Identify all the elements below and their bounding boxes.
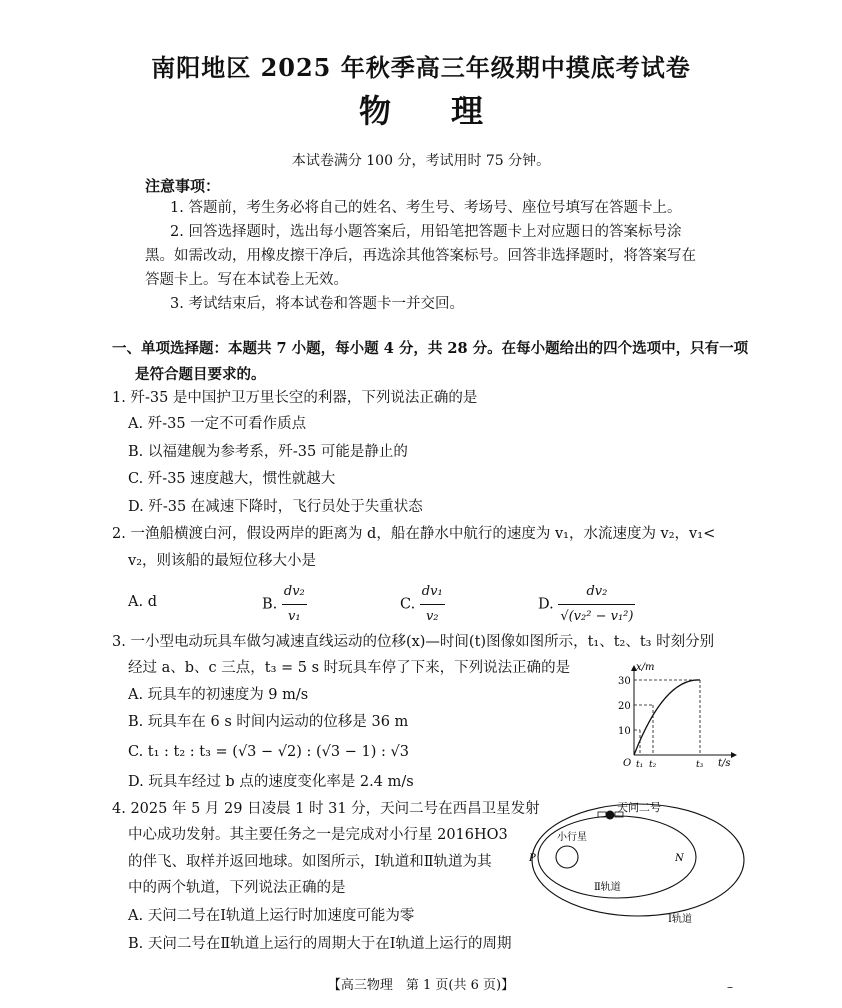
section-heading-line-2: 是符合题目要求的。 <box>135 366 266 383</box>
q4-option-b: B. 天问二号在Ⅱ轨道上运行的周期大于在Ⅰ轨道上运行的周期 <box>128 936 512 952</box>
note-line-2: 2. 回答选择题时，选出每小题答案后，用铅笔把答题卡上对应题日的答案标号涂 <box>170 224 682 240</box>
subject-title: 物理 <box>358 92 543 130</box>
q1-option-d: D. 歼-35 在减速下降时，飞行员处于失重状态 <box>128 499 423 515</box>
q2-option-a: A. d <box>128 594 157 610</box>
x-tick-t2: t₂ <box>649 760 657 770</box>
q4-option-a: A. 天问二号在Ⅰ轨道上运行时加速度可能为零 <box>128 908 415 924</box>
asteroid-label: 小行星 <box>557 832 587 843</box>
q2-option-c-numerator: dv₁ <box>420 580 445 605</box>
q4-stem-line-1: 4. 2025 年 5 月 29 日凌晨 1 时 31 分，天问二号在西昌卫星发射 <box>112 801 540 817</box>
q3-xt-graph <box>606 660 746 772</box>
q3-stem-line-1: 3. 一小型电动玩具车做匀减速直线运动的位移(x)—时间(t)图像如图所示，t₁、t₂、t₃ 时刻分别 <box>112 634 715 650</box>
q3-stem-line-2: 经过 a、b、c 三点，t₃ = 5 s 时玩具车停了下来，下列说法正确的是 <box>128 660 571 676</box>
q2-stem-line-2: v₂，则该船的最短位移大小是 <box>128 553 317 569</box>
q2-option-c-denominator: v₂ <box>425 609 439 624</box>
note-line-4: 答题卡上。写在本试卷上无效。 <box>145 272 348 288</box>
q1-option-c: C. 歼-35 速度越大，惯性就越大 <box>128 471 336 487</box>
page-mark: – <box>727 980 733 994</box>
page-footer: 【高三物理 第 1 页(共 6 页)】 <box>327 978 515 993</box>
x-tick-t1: t₁ <box>636 760 644 770</box>
section-heading-line-1: 一、单项选择题：本题共 7 小题，每小题 4 分，共 28 分。在每小题给出的四个选项中，只有一项 <box>112 340 749 357</box>
y-axis-label: x/m <box>636 662 655 673</box>
q4-stem-line-3: 的伴飞、取样并返回地球。如图所示，Ⅰ轨道和Ⅱ轨道为其 <box>128 854 492 870</box>
q2-option-d-denominator: √(v₂² − v₁²) <box>560 609 634 624</box>
y-tick-10: 10 <box>618 726 631 737</box>
probe-body <box>606 811 615 820</box>
q2-option-c-label: C. <box>400 596 416 613</box>
q4-stem-line-4: 中的两个轨道，下列说法正确的是 <box>128 880 346 896</box>
q4-orbit-diagram <box>528 798 748 926</box>
q2-option-d <box>538 580 635 629</box>
q1-option-b: B. 以福建舰为参考系，歼-35 可能是静止的 <box>128 444 408 460</box>
origin-label: O <box>623 758 632 769</box>
orbit-1-label: Ⅰ轨道 <box>668 914 692 925</box>
xt-curve <box>634 680 700 755</box>
q3-option-b: B. 玩具车在 6 s 时间内运动的位移是 36 m <box>128 714 409 730</box>
probe-label: 天问二号 <box>617 801 661 814</box>
y-tick-20: 20 <box>618 701 631 712</box>
point-p-label: P <box>529 853 536 864</box>
y-tick-30: 30 <box>618 676 631 687</box>
q4-stem-line-2: 中心成功发射。其主要任务之一是完成对小行星 2016HO3 <box>128 827 508 843</box>
exam-title: 南阳地区 2025 年秋季高三年级期中摸底考试卷 <box>151 53 691 82</box>
note-line-1: 1. 答题前，考生务必将自己的姓名、考生号、考场号、座位号填写在答题卡上。 <box>170 200 682 216</box>
exam-info: 本试卷满分 100 分，考试用时 75 分钟。 <box>291 153 551 169</box>
q2-option-b-numerator: dv₂ <box>282 580 307 605</box>
q3-option-c: C. t₁ : t₂ : t₃ = (√3 − √2) : (√3 − 1) : √3 <box>128 744 409 760</box>
x-tick-t3: t₃ <box>696 760 704 770</box>
q2-option-b <box>262 580 307 629</box>
note-line-3: 黑。如需改动，用橡皮擦干净后，再选涂其他答案标号。回答非选择题时，将答案写在 <box>145 248 696 264</box>
q2-stem-line-1: 2. 一渔船横渡白河，假设两岸的距离为 d，船在静水中航行的速度为 v₁，水流速度为 v₂，v₁< <box>112 526 716 542</box>
orbit-2-label: Ⅱ轨道 <box>594 882 621 893</box>
q2-option-d-numerator: dv₂ <box>558 580 635 605</box>
x-axis-label: t/s <box>718 758 731 769</box>
q1-option-a: A. 歼-35 一定不可看作质点 <box>128 416 307 432</box>
note-line-5: 3. 考试结束后，将本试卷和答题卡一并交回。 <box>170 296 464 312</box>
q2-option-d-label: D. <box>538 596 554 613</box>
asteroid-circle <box>556 846 578 868</box>
q2-option-b-denominator: v₁ <box>288 609 301 624</box>
q3-option-a: A. 玩具车的初速度为 9 m/s <box>128 687 309 703</box>
point-n-label: N <box>675 853 684 864</box>
q1-stem: 1. 歼-35 是中国护卫万里长空的利器，下列说法正确的是 <box>112 390 478 406</box>
orbit-1-ellipse <box>532 804 744 916</box>
q2-option-c <box>400 580 445 629</box>
notes-heading: 注意事项： <box>145 177 221 195</box>
q3-option-d: D. 玩具车经过 b 点的速度变化率是 2.4 m/s <box>128 774 414 790</box>
q2-option-b-label: B. <box>262 596 278 613</box>
